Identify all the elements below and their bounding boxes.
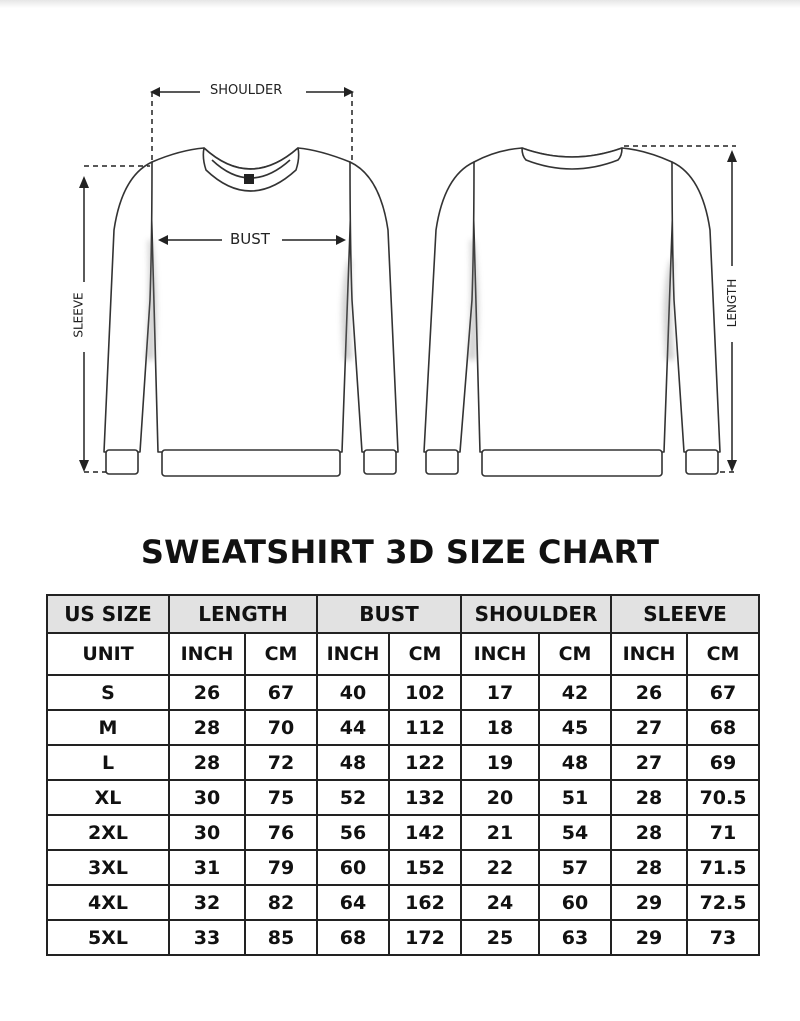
table-row <box>47 885 759 920</box>
measure-cell: 45 <box>539 710 611 745</box>
table-row <box>47 780 759 815</box>
measure-cell: 42 <box>539 675 611 710</box>
measure-cell: 28 <box>611 850 687 885</box>
measure-cell: 72 <box>245 745 317 780</box>
measure-cell: 73 <box>687 920 759 955</box>
bust-label: BUST <box>226 232 274 247</box>
measure-cell: 71 <box>687 815 759 850</box>
length-label: LENGTH <box>725 278 740 328</box>
size-cell: XL <box>47 780 169 815</box>
measure-cell: 64 <box>317 885 389 920</box>
size-table <box>46 594 760 956</box>
header-bust: BUST <box>317 595 461 633</box>
sweatshirt-back <box>424 148 720 476</box>
measure-cell: 28 <box>169 710 245 745</box>
measure-cell: 142 <box>389 815 461 850</box>
measure-cell: 20 <box>461 780 539 815</box>
measure-cell: 48 <box>539 745 611 780</box>
measure-cell: 57 <box>539 850 611 885</box>
measure-cell: 30 <box>169 780 245 815</box>
measure-cell: 67 <box>245 675 317 710</box>
measure-cell: 28 <box>611 780 687 815</box>
measure-cell: 60 <box>539 885 611 920</box>
measure-cell: 71.5 <box>687 850 759 885</box>
measure-cell: 40 <box>317 675 389 710</box>
header-us-size: US SIZE <box>47 595 169 633</box>
measure-cell: 102 <box>389 675 461 710</box>
measure-cell: 24 <box>461 885 539 920</box>
unit-cell: CM <box>245 633 317 675</box>
measure-cell: 122 <box>389 745 461 780</box>
measure-cell: 28 <box>611 815 687 850</box>
sweatshirt-front <box>104 148 398 476</box>
measure-cell: 18 <box>461 710 539 745</box>
measure-cell: 69 <box>687 745 759 780</box>
measure-cell: 26 <box>169 675 245 710</box>
measure-cell: 68 <box>317 920 389 955</box>
measure-cell: 48 <box>317 745 389 780</box>
measure-cell: 33 <box>169 920 245 955</box>
measure-cell: 32 <box>169 885 245 920</box>
unit-cell: INCH <box>169 633 245 675</box>
table-row <box>47 920 759 955</box>
measure-cell: 72.5 <box>687 885 759 920</box>
measure-cell: 27 <box>611 745 687 780</box>
size-cell: M <box>47 710 169 745</box>
table-row <box>47 675 759 710</box>
unit-cell: CM <box>539 633 611 675</box>
measure-cell: 79 <box>245 850 317 885</box>
measure-cell: 30 <box>169 815 245 850</box>
unit-cell: INCH <box>461 633 539 675</box>
unit-cell: INCH <box>317 633 389 675</box>
measure-cell: 44 <box>317 710 389 745</box>
measure-cell: 29 <box>611 920 687 955</box>
chart-title: SWEATSHIRT 3D SIZE CHART <box>140 533 660 571</box>
measure-cell: 26 <box>611 675 687 710</box>
measure-cell: 52 <box>317 780 389 815</box>
measure-cell: 76 <box>245 815 317 850</box>
measure-cell: 17 <box>461 675 539 710</box>
table-row <box>47 745 759 780</box>
size-cell: 3XL <box>47 850 169 885</box>
sleeve-label: SLEEVE <box>71 292 86 338</box>
measure-cell: 25 <box>461 920 539 955</box>
table-row <box>47 815 759 850</box>
unit-cell: INCH <box>611 633 687 675</box>
unit-row <box>47 633 759 675</box>
table-row <box>47 710 759 745</box>
size-cell: 2XL <box>47 815 169 850</box>
measure-cell: 70.5 <box>687 780 759 815</box>
measure-cell: 63 <box>539 920 611 955</box>
size-cell: 4XL <box>47 885 169 920</box>
measure-cell: 85 <box>245 920 317 955</box>
measure-cell: 112 <box>389 710 461 745</box>
measure-cell: 60 <box>317 850 389 885</box>
measure-cell: 70 <box>245 710 317 745</box>
size-cell: L <box>47 745 169 780</box>
unit-cell: CM <box>687 633 759 675</box>
measure-cell: 27 <box>611 710 687 745</box>
header-shoulder: SHOULDER <box>461 595 611 633</box>
measure-cell: 75 <box>245 780 317 815</box>
measure-cell: 19 <box>461 745 539 780</box>
measure-cell: 82 <box>245 885 317 920</box>
measure-cell: 56 <box>317 815 389 850</box>
table-row <box>47 850 759 885</box>
measure-cell: 22 <box>461 850 539 885</box>
measure-cell: 152 <box>389 850 461 885</box>
measure-cell: 51 <box>539 780 611 815</box>
unit-label: UNIT <box>47 633 169 675</box>
unit-cell: CM <box>389 633 461 675</box>
measure-cell: 162 <box>389 885 461 920</box>
measure-cell: 21 <box>461 815 539 850</box>
size-cell: S <box>47 675 169 710</box>
measure-cell: 132 <box>389 780 461 815</box>
measure-cell: 68 <box>687 710 759 745</box>
measure-cell: 31 <box>169 850 245 885</box>
size-cell: 5XL <box>47 920 169 955</box>
header-sleeve: SLEEVE <box>611 595 759 633</box>
measure-cell: 28 <box>169 745 245 780</box>
measure-cell: 29 <box>611 885 687 920</box>
header-length: LENGTH <box>169 595 317 633</box>
measure-cell: 67 <box>687 675 759 710</box>
group-header-row <box>47 595 759 633</box>
shoulder-label: SHOULDER <box>206 84 286 97</box>
measure-cell: 54 <box>539 815 611 850</box>
measure-cell: 172 <box>389 920 461 955</box>
